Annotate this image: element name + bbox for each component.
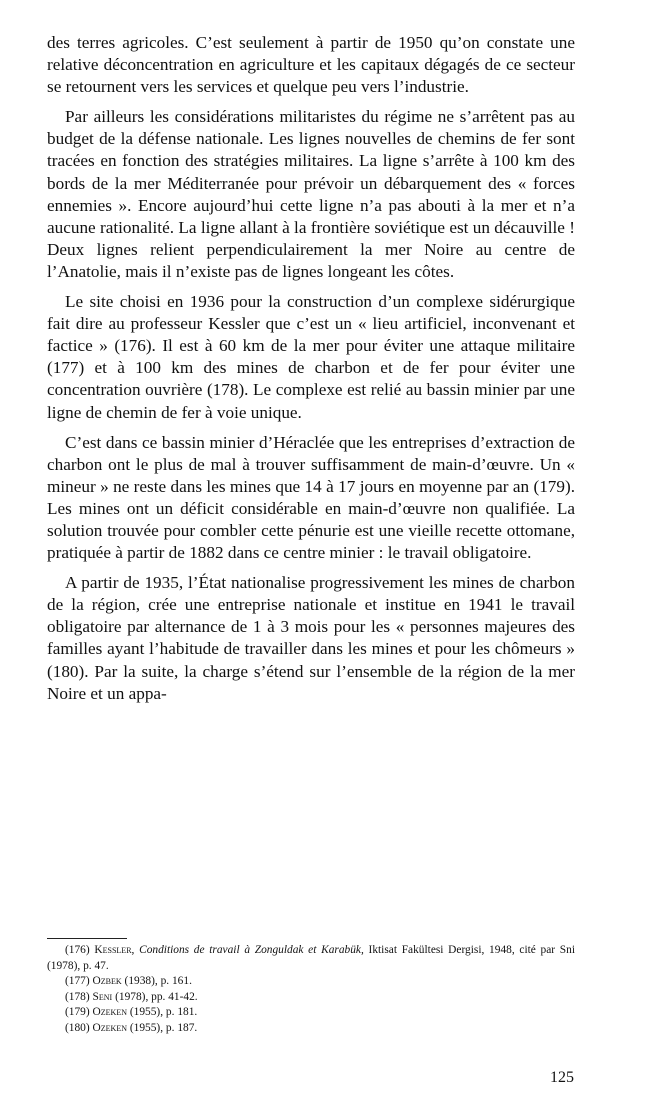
footnote-text: (1955), p. 187. xyxy=(129,1021,198,1034)
footnote-author: Ozbek xyxy=(92,975,122,988)
footnote-text: (1955), p. 181. xyxy=(129,1006,198,1019)
paragraph: Le site choisi en 1936 pour la construction d’un complexe sidérurgique fait dire au professeur Kessler que c’est un « lieu artificiel, inconvenant et factice » (176). Il est à 60 km de la mer pour éviter une attaque militaire (177) et à 100 km des mines de charbon et de fer pour éviter une concentration ouvrière (178). Le complexe est relié au bassin minier par une ligne de chemin de fer à voie unique. xyxy=(47,292,575,422)
page-number: 125 xyxy=(550,1069,574,1086)
footnote-177 xyxy=(47,974,575,990)
footnote-rule xyxy=(47,938,127,939)
footnote-176 xyxy=(47,943,575,974)
footnote-180 xyxy=(47,1021,575,1037)
footnote-title: Conditions de travail à Zonguldak et Karabük, xyxy=(139,944,364,956)
footnote-text: (1978), pp. 41-42. xyxy=(115,990,198,1003)
footnote-author: Seni xyxy=(92,990,113,1003)
footnote-text: Iktisat Fakültesi Dergisi, 1948, cité par Sni (1978), p. 47. xyxy=(47,944,575,972)
footnote-author: Kessler, xyxy=(94,944,135,956)
body-text xyxy=(47,32,575,713)
footnote-number: (177) xyxy=(65,975,90,988)
footnote-number: (180) xyxy=(65,1021,90,1034)
paragraph: des terres agricoles. C’est seulement à partir de 1950 qu’on constate une relative déconcentration en agriculture et les capitaux dégagés de ce secteur se retournent vers les services et quelque peu vers l’industrie. xyxy=(47,33,575,97)
footnote-179 xyxy=(47,1005,575,1021)
paragraph: Par ailleurs les considérations militaristes du régime ne s’arrêtent pas au budget de la défense nationale. Les lignes nouvelles de chemins de fer sont tracées en fonction des stratégies militaires. La ligne s’arrête à 100 km des bords de la mer Méditerranée pour prévoir un débarquement des « forces ennemies ». Encore aujourd’hui cette ligne n’a pas abouti à la mer et n’a aucune rationalité. La ligne allant à la frontière soviétique est un décauville ! Deux lignes relient perpendiculairement la mer Noire au centre de l’Anatolie, mais il n’existe pas de lignes longeant les côtes. xyxy=(47,107,575,281)
footnotes xyxy=(47,938,575,1037)
paragraph: C’est dans ce bassin minier d’Héraclée que les entreprises d’extraction de charbon ont le plus de mal à trouver suffisamment de main-d’œuvre. Un « mineur » ne reste dans les mines que 14 à 17 jours en moyenne par an (179). Les mines ont un déficit considérable en main-d’œuvre non qualifiée. La solution trouvée pour combler cette pénurie est une vieille recette ottomane, pratiquée à partir de 1882 dans ce centre minier : le travail obligatoire. xyxy=(47,432,575,563)
footnote-author: Ozeken xyxy=(92,1006,127,1019)
footnote-number: (179) xyxy=(65,1006,90,1019)
footnote-author: Ozeken xyxy=(92,1021,127,1034)
footnote-number: (176) xyxy=(65,944,90,956)
paragraph: A partir de 1935, l’État nationalise progressivement les mines de charbon de la région, crée une entreprise nationale et institue en 1941 le travail obligatoire par alternance de 1 à 3 mois pour les « personnes majeures des familles ayant l’habitude de travailler dans les mines et pour les chômeurs » (180). Par la suite, la charge s’étend sur l’ensemble de la région de la mer Noire et un appa- xyxy=(47,573,575,703)
footnote-number: (178) xyxy=(65,990,90,1003)
footnote-text: (1938), p. 161. xyxy=(124,975,192,988)
footnote-178 xyxy=(47,990,575,1006)
